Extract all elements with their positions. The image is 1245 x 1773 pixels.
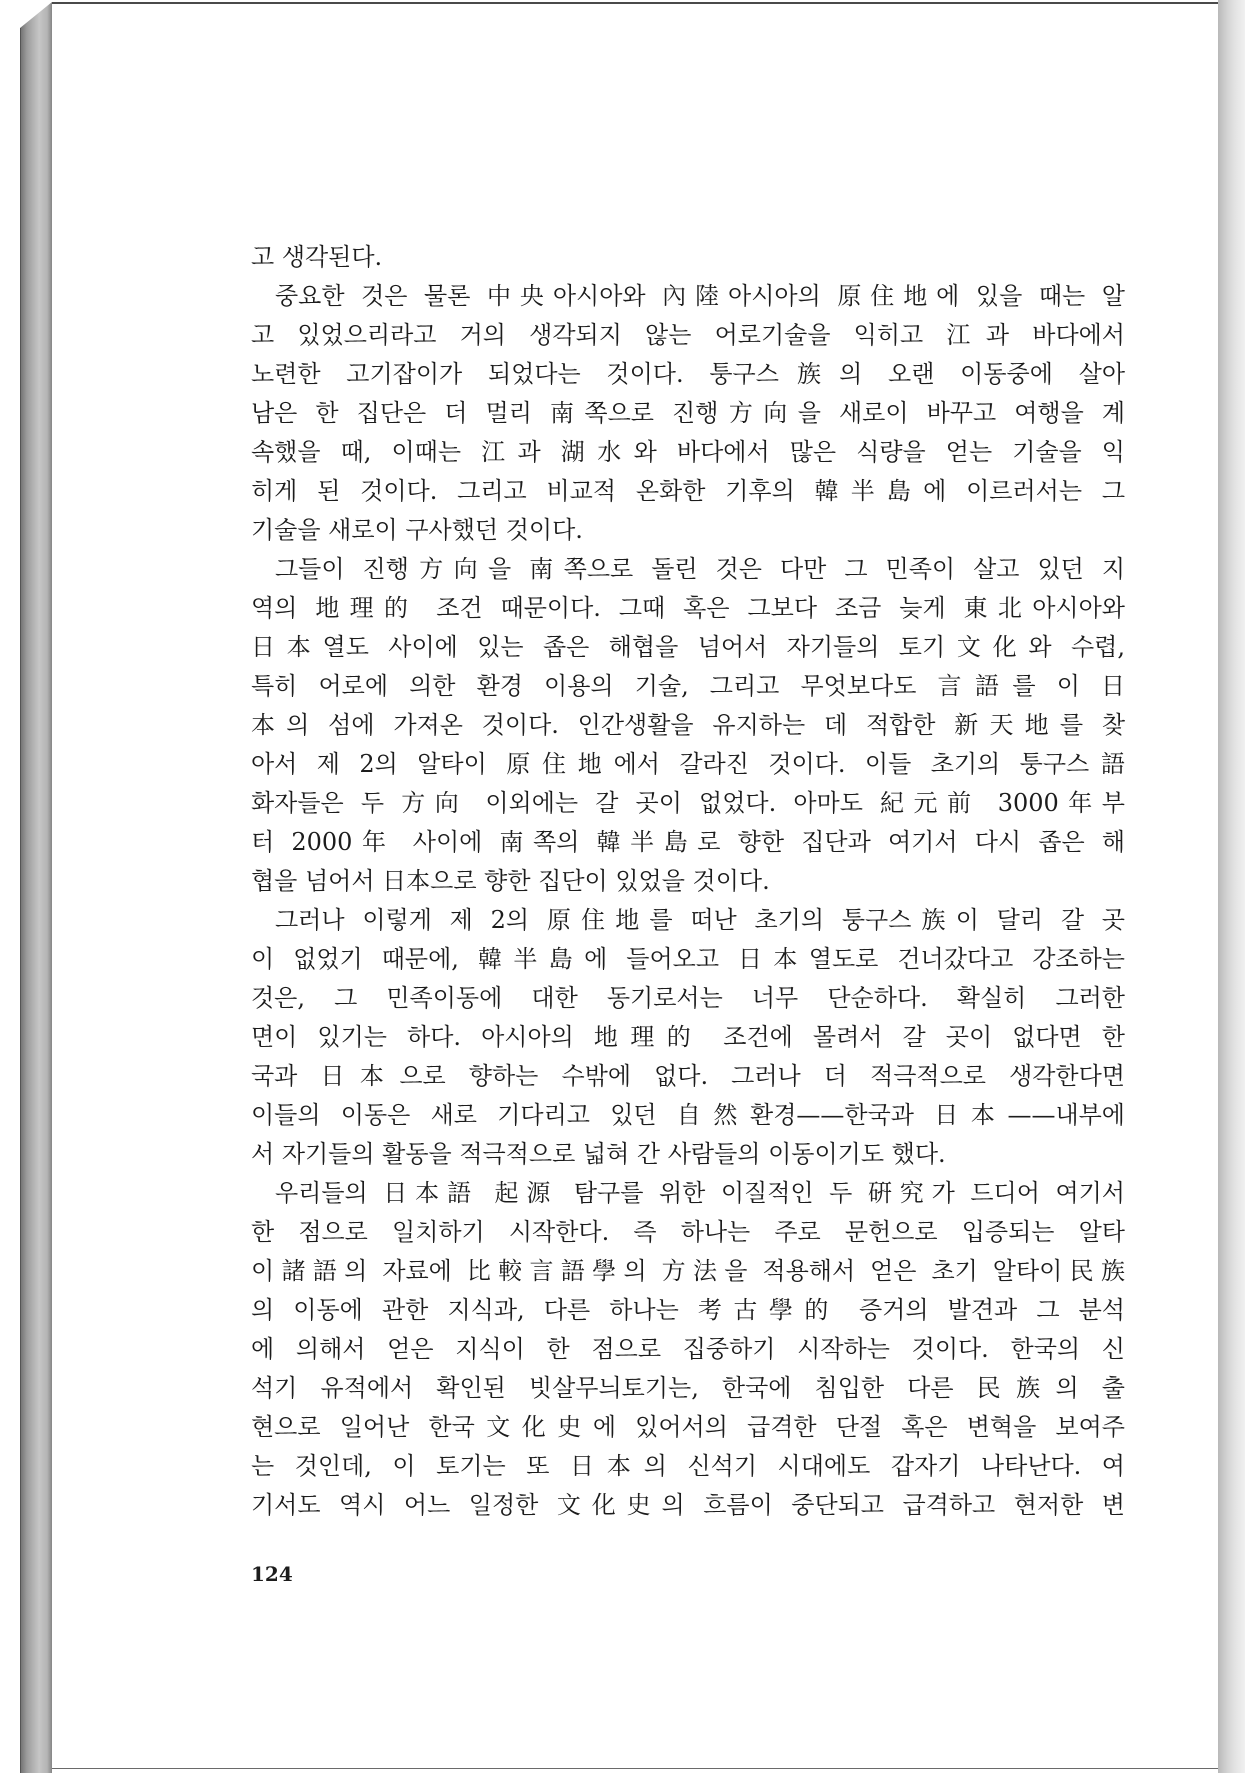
text-line: 기술을 새로이 구사했던 것이다. — [251, 516, 583, 544]
text-line: 의 이동에 관한 지식과, 다른 하나는 考古學的 증거의 발견과 그 분석 — [251, 1296, 1125, 1324]
text-line: 터 2000年 사이에 南쪽의 韓半島로 향한 집단과 여기서 다시 좁은 해 — [251, 828, 1125, 856]
text-line: 특히 어로에 의한 환경 이용의 기술, 그리고 무엇보다도 言語를 이 日 — [251, 672, 1125, 700]
text-line: 노련한 고기잡이가 되었다는 것이다. 퉁구스族의 오랜 이동중에 살아 — [251, 360, 1125, 388]
text-line: 남은 한 집단은 더 멀리 南쪽으로 진행方向을 새로이 바꾸고 여행을 계 — [251, 399, 1125, 427]
text-line: 이 없었기 때문에, 韓半島에 들어오고 日本열도로 건너갔다고 강조하는 — [251, 945, 1125, 973]
text-line: 석기 유적에서 확인된 빗살무늬토기는, 한국에 침입한 다른 民族의 출 — [251, 1374, 1125, 1402]
text-line: 면이 있기는 하다. 아시아의 地理的 조건에 몰려서 갈 곳이 없다면 한 — [251, 1023, 1125, 1051]
text-line: 화자들은 두 方向 이외에는 갈 곳이 없었다. 아마도 紀元前 3000年부 — [251, 789, 1125, 817]
spine-edge-line — [20, 28, 21, 1773]
text-line: 우리들의 日本語 起源 탐구를 위한 이질적인 두 硏究가 드디어 여기서 — [275, 1179, 1125, 1207]
text-line: 아서 제 2의 알타이 原住地에서 갈라진 것이다. 이들 초기의 퉁구스語 — [251, 750, 1125, 778]
text-line: 그들이 진행方向을 南쪽으로 돌린 것은 다만 그 민족이 살고 있던 지 — [275, 555, 1125, 583]
text-line: 고 생각된다. — [251, 243, 383, 271]
text-line: 日本열도 사이에 있는 좁은 해협을 넘어서 자기들의 토기文化와 수렵, — [251, 633, 1125, 661]
text-line: 이들의 이동은 새로 기다리고 있던 自然환경——한국과 日本——내부에 — [251, 1101, 1125, 1129]
paragraph — [251, 550, 1125, 901]
text-line: 역의 地理的 조건 때문이다. 그때 혹은 그보다 조금 늦게 東北아시아와 — [251, 594, 1125, 622]
text-line: 서 자기들의 활동을 적극적으로 넓혀 간 사람들의 이동이기도 했다. — [251, 1140, 946, 1168]
paragraph — [251, 238, 1125, 277]
text-line: 속했을 때, 이때는 江과 湖水와 바다에서 많은 식량을 얻는 기술을 익 — [251, 438, 1125, 466]
text-line: 이諸語의 자료에 比較言語學의 方法을 적용해서 얻은 초기 알타이民族 — [251, 1257, 1125, 1285]
text-line: 협을 넘어서 日本으로 향한 집단이 있었을 것이다. — [251, 867, 770, 895]
text-line: 히게 된 것이다. 그리고 비교적 온화한 기후의 韓半島에 이르러서는 그 — [251, 477, 1125, 505]
body-text — [251, 238, 1125, 1525]
text-line: 기서도 역시 어느 일정한 文化史의 흐름이 중단되고 급격하고 현저한 변 — [251, 1491, 1125, 1519]
text-line: 그러나 이렇게 제 2의 原住地를 떠난 초기의 퉁구스族이 달리 갈 곳 — [275, 906, 1125, 934]
paragraph — [251, 277, 1125, 550]
paragraph — [251, 901, 1125, 1174]
text-line: 에 의해서 얻은 지식이 한 점으로 집중하기 시작하는 것이다. 한국의 신 — [251, 1335, 1125, 1363]
text-line: 국과 日本으로 향하는 수밖에 없다. 그러나 더 적극적으로 생각한다면 — [251, 1062, 1125, 1090]
text-line: 고 있었으리라고 거의 생각되지 않는 어로기술을 익히고 江과 바다에서 — [251, 321, 1125, 349]
text-line: 는 것인데, 이 토기는 또 日本의 신석기 시대에도 갑자기 나타난다. 여 — [251, 1452, 1125, 1480]
text-line: 한 점으로 일치하기 시작한다. 즉 하나는 주로 문헌으로 입증되는 알타 — [251, 1218, 1125, 1246]
page-number: 124 — [251, 1562, 293, 1586]
text-line: 현으로 일어난 한국文化史에 있어서의 급격한 단절 혹은 변혁을 보여주 — [251, 1413, 1125, 1441]
paragraph — [251, 1174, 1125, 1525]
text-line: 것은, 그 민족이동에 대한 동기로서는 너무 단순하다. 확실히 그러한 — [251, 984, 1125, 1012]
book-spine — [20, 2, 52, 1773]
text-line: 중요한 것은 물론 中央아시아와 內陸아시아의 原住地에 있을 때는 알 — [275, 282, 1125, 310]
page-edge-shadow — [1218, 0, 1245, 1773]
text-line: 本의 섬에 가져온 것이다. 인간생활을 유지하는 데 적합한 新天地를 찾 — [251, 711, 1125, 739]
